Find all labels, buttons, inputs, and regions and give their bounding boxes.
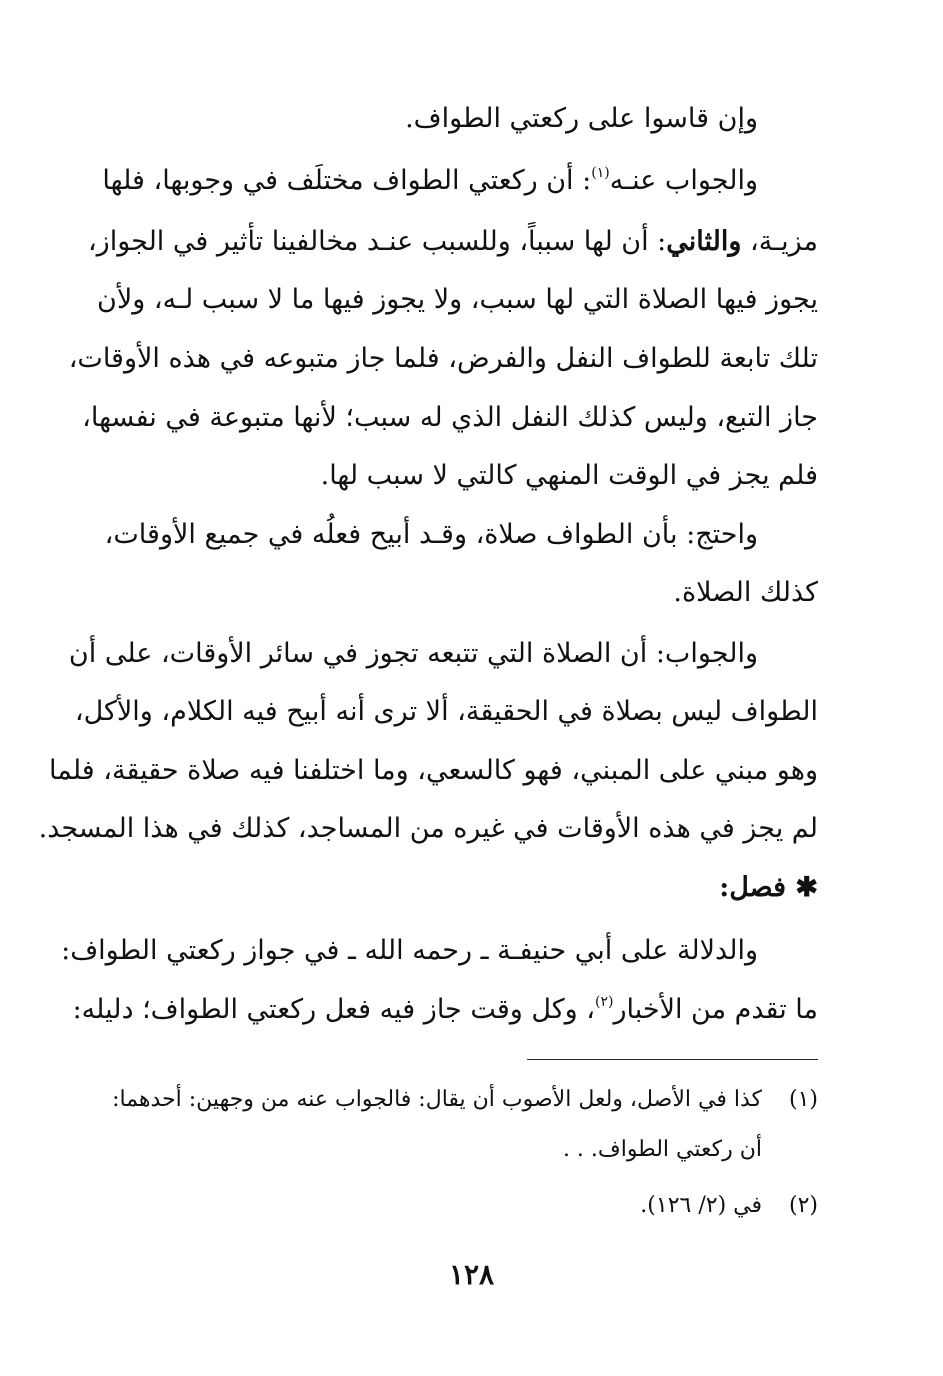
page-number: ١٢٨ bbox=[448, 1258, 495, 1291]
section-heading bbox=[719, 868, 818, 908]
text-line-14 bbox=[61, 931, 818, 971]
text-line-10 bbox=[68, 634, 818, 674]
footnote-2 bbox=[125, 1190, 818, 1222]
text-line-15 bbox=[72, 990, 818, 1030]
text-line-3-end: : أن لها سبباً، وللسبب عنـد مخالفينا تأثير في الجواز، bbox=[87, 226, 667, 257]
text-line-1 bbox=[125, 99, 818, 139]
text-line-1-content: وإن قاسوا على ركعتي الطواف. bbox=[405, 103, 758, 134]
text-line-3 bbox=[87, 222, 818, 262]
text-line-7 bbox=[125, 456, 818, 496]
footnote-2-number: (٢) bbox=[788, 1193, 818, 1218]
text-line-6-content: جاز التبع، وليس كذلك النفل الذي له سبب؛ لأنها متبوعة في نفسها، bbox=[82, 402, 818, 433]
footnote-1-continuation-text: أن ركعتي الطواف. . . bbox=[562, 1137, 762, 1162]
text-line-15-start: ما تقدم من الأخبار bbox=[613, 994, 818, 1025]
footnote-1 bbox=[112, 1084, 818, 1116]
text-line-13-content: لم يجز في هذه الأوقات في غيره من المساجد، كذلك في هذا المسجد. bbox=[38, 813, 818, 844]
text-line-3-start: مزيـة، bbox=[741, 226, 818, 257]
text-line-5 bbox=[68, 339, 818, 379]
text-line-2-end: : أن ركعتي الطواف مختلَف في وجوبها، فلها bbox=[102, 165, 592, 196]
text-line-13 bbox=[38, 809, 818, 849]
text-line-12-content: وهو مبني على المبني، فهو كالسعي، وما اختلفنا فيه صلاة حقيقة، فلما bbox=[48, 755, 818, 786]
text-line-5-content: تلك تابعة للطواف النفل والفرض، فلما جاز متبوعه في هذه الأوقات، bbox=[68, 343, 818, 374]
text-line-4 bbox=[97, 280, 818, 320]
footnote-1-number: (١) bbox=[788, 1087, 818, 1112]
text-line-2 bbox=[102, 161, 818, 201]
text-line-9-content: كذلك الصلاة. bbox=[673, 577, 818, 608]
text-line-10-content: والجواب: أن الصلاة التي تتبعه تجوز في سائر الأوقات، على أن bbox=[68, 638, 758, 669]
section-heading-text: ✱ فصل: bbox=[719, 872, 818, 903]
footnote-1-continuation bbox=[125, 1134, 818, 1166]
text-line-7-content: فلم يجز في الوقت المنهي كالتي لا سبب لها. bbox=[320, 460, 818, 491]
footnote-2-text: في (٢/ ١٢٦). bbox=[640, 1193, 762, 1218]
text-line-11-content: الطواف ليس بصلاة في الحقيقة، ألا ترى أنه أبيح فيه الكلام، والأكل، bbox=[74, 696, 818, 727]
footnote-1-text: كذا في الأصل، ولعل الأصوب أن يقال: فالجواب عنه من وجهين: أحدهما: bbox=[112, 1087, 762, 1112]
text-line-15-end: ، وكل وقت جاز فيه فعل ركعتي الطواف؛ دليله: bbox=[72, 994, 595, 1025]
text-line-8 bbox=[104, 515, 818, 555]
footnote-ref-1: (١) bbox=[591, 165, 610, 181]
text-line-12 bbox=[48, 751, 818, 791]
text-line-9 bbox=[125, 573, 818, 613]
text-line-4-content: يجوز فيها الصلاة التي لها سبب، ولا يجوز فيها ما لا سبب لـه، ولأن bbox=[97, 284, 818, 315]
text-line-2-start: والجواب عنـه bbox=[609, 165, 758, 196]
bold-term-second: والثاني bbox=[666, 226, 742, 257]
text-line-6 bbox=[82, 398, 818, 438]
footnote-ref-2: (٢) bbox=[595, 994, 614, 1010]
text-line-11 bbox=[74, 692, 818, 732]
text-line-8-content: واحتج: بأن الطواف صلاة، وقـد أبيح فعلُه في جميع الأوقات، bbox=[104, 519, 758, 550]
text-line-14-content: والدلالة على أبي حنيفـة ـ رحمه الله ـ في جواز ركعتي الطواف: bbox=[61, 935, 758, 966]
footnote-separator bbox=[527, 1059, 818, 1060]
